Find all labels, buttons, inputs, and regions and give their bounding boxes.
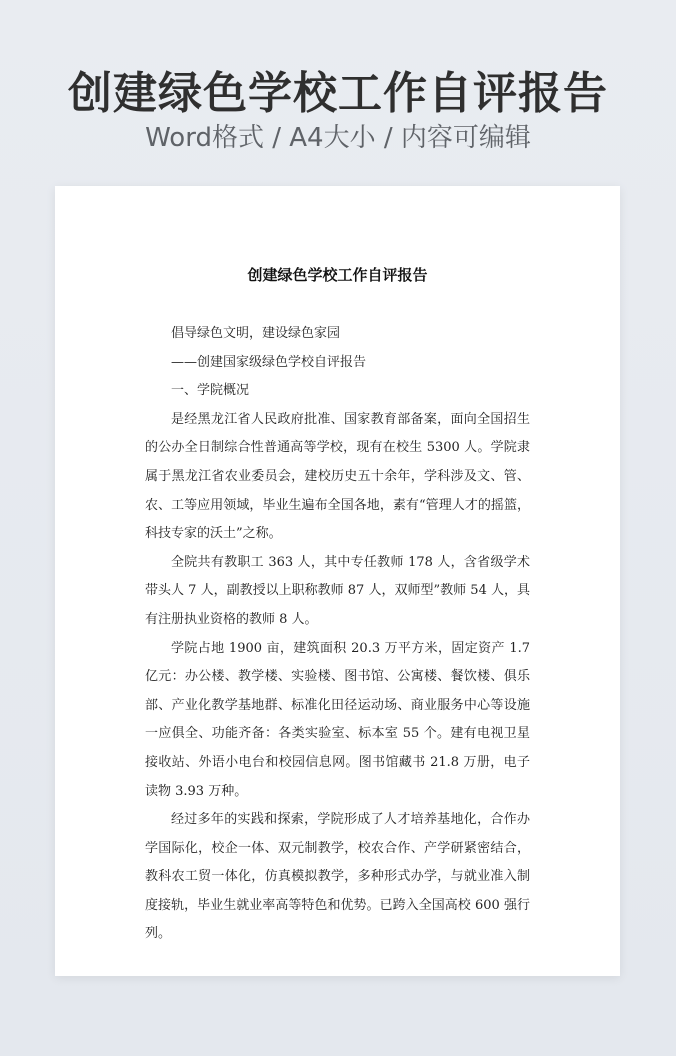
document-page (55, 186, 620, 976)
body-paragraph: 是经黑龙江省人民政府批准、国家教育部备案，面向全国招生的公办全日制综合性普通高等学校，现有在校生 5300 人。学院隶属于黑龙江省农业委员会，建校历史五十余年，学科涉及文、管、农、工等应用领域，毕业生遍布全国各地，素有“管理人才的摇篮，科技专家的沃土”之称。 (145, 411, 530, 542)
document-title: 创建绿色学校工作自评报告 (247, 266, 428, 284)
section-heading: 一、学院概况 (171, 383, 250, 399)
slogan-line: 倡导绿色文明，建设绿色家园 (171, 326, 341, 341)
body-paragraph: 经过多年的实践和探索，学院形成了人才培养基地化，合作办学国际化，校企一体、双元制教学，校农合作、产学研紧密结合，教科农工贸一体化，仿真模拟教学，多种形式办学，与就业准入制度接轨，毕业生就业率高等特色和优势。已跨入全国高校 600 强行列。 (145, 812, 530, 942)
subtitle-line: ——创建国家级绿色学校自评报告 (171, 354, 367, 370)
body-paragraph: 全院共有教职工 363 人，其中专任教师 178 人，含省级学术带头人 7 人，副教授以上职称教师 87 人，双师型”教师 54 人，具有注册执业资格的教师 8 人。 (145, 554, 530, 627)
body-paragraph: 学院占地 1900 亩，建筑面积 20.3 万平方米，固定资产 1.7 亿元：办公楼、教学楼、实验楼、图书馆、公寓楼、餐饮楼、俱乐部、产业化教学基地群、标准化田径运动场、商业服务中心等设施一应俱全、功能齐备：各类实验室、标本室 55 个。建有电视卫星接收站、外语小电台和校园信息网。图书馆藏书 21.8 万册，电子读物 3.93 万种。 (145, 640, 530, 799)
banner-title: 创建绿色学校工作自评报告 (68, 68, 608, 119)
banner-subtitle: Word格式 / A4大小 / 内容可编辑 (145, 123, 531, 153)
document-body (145, 320, 530, 949)
